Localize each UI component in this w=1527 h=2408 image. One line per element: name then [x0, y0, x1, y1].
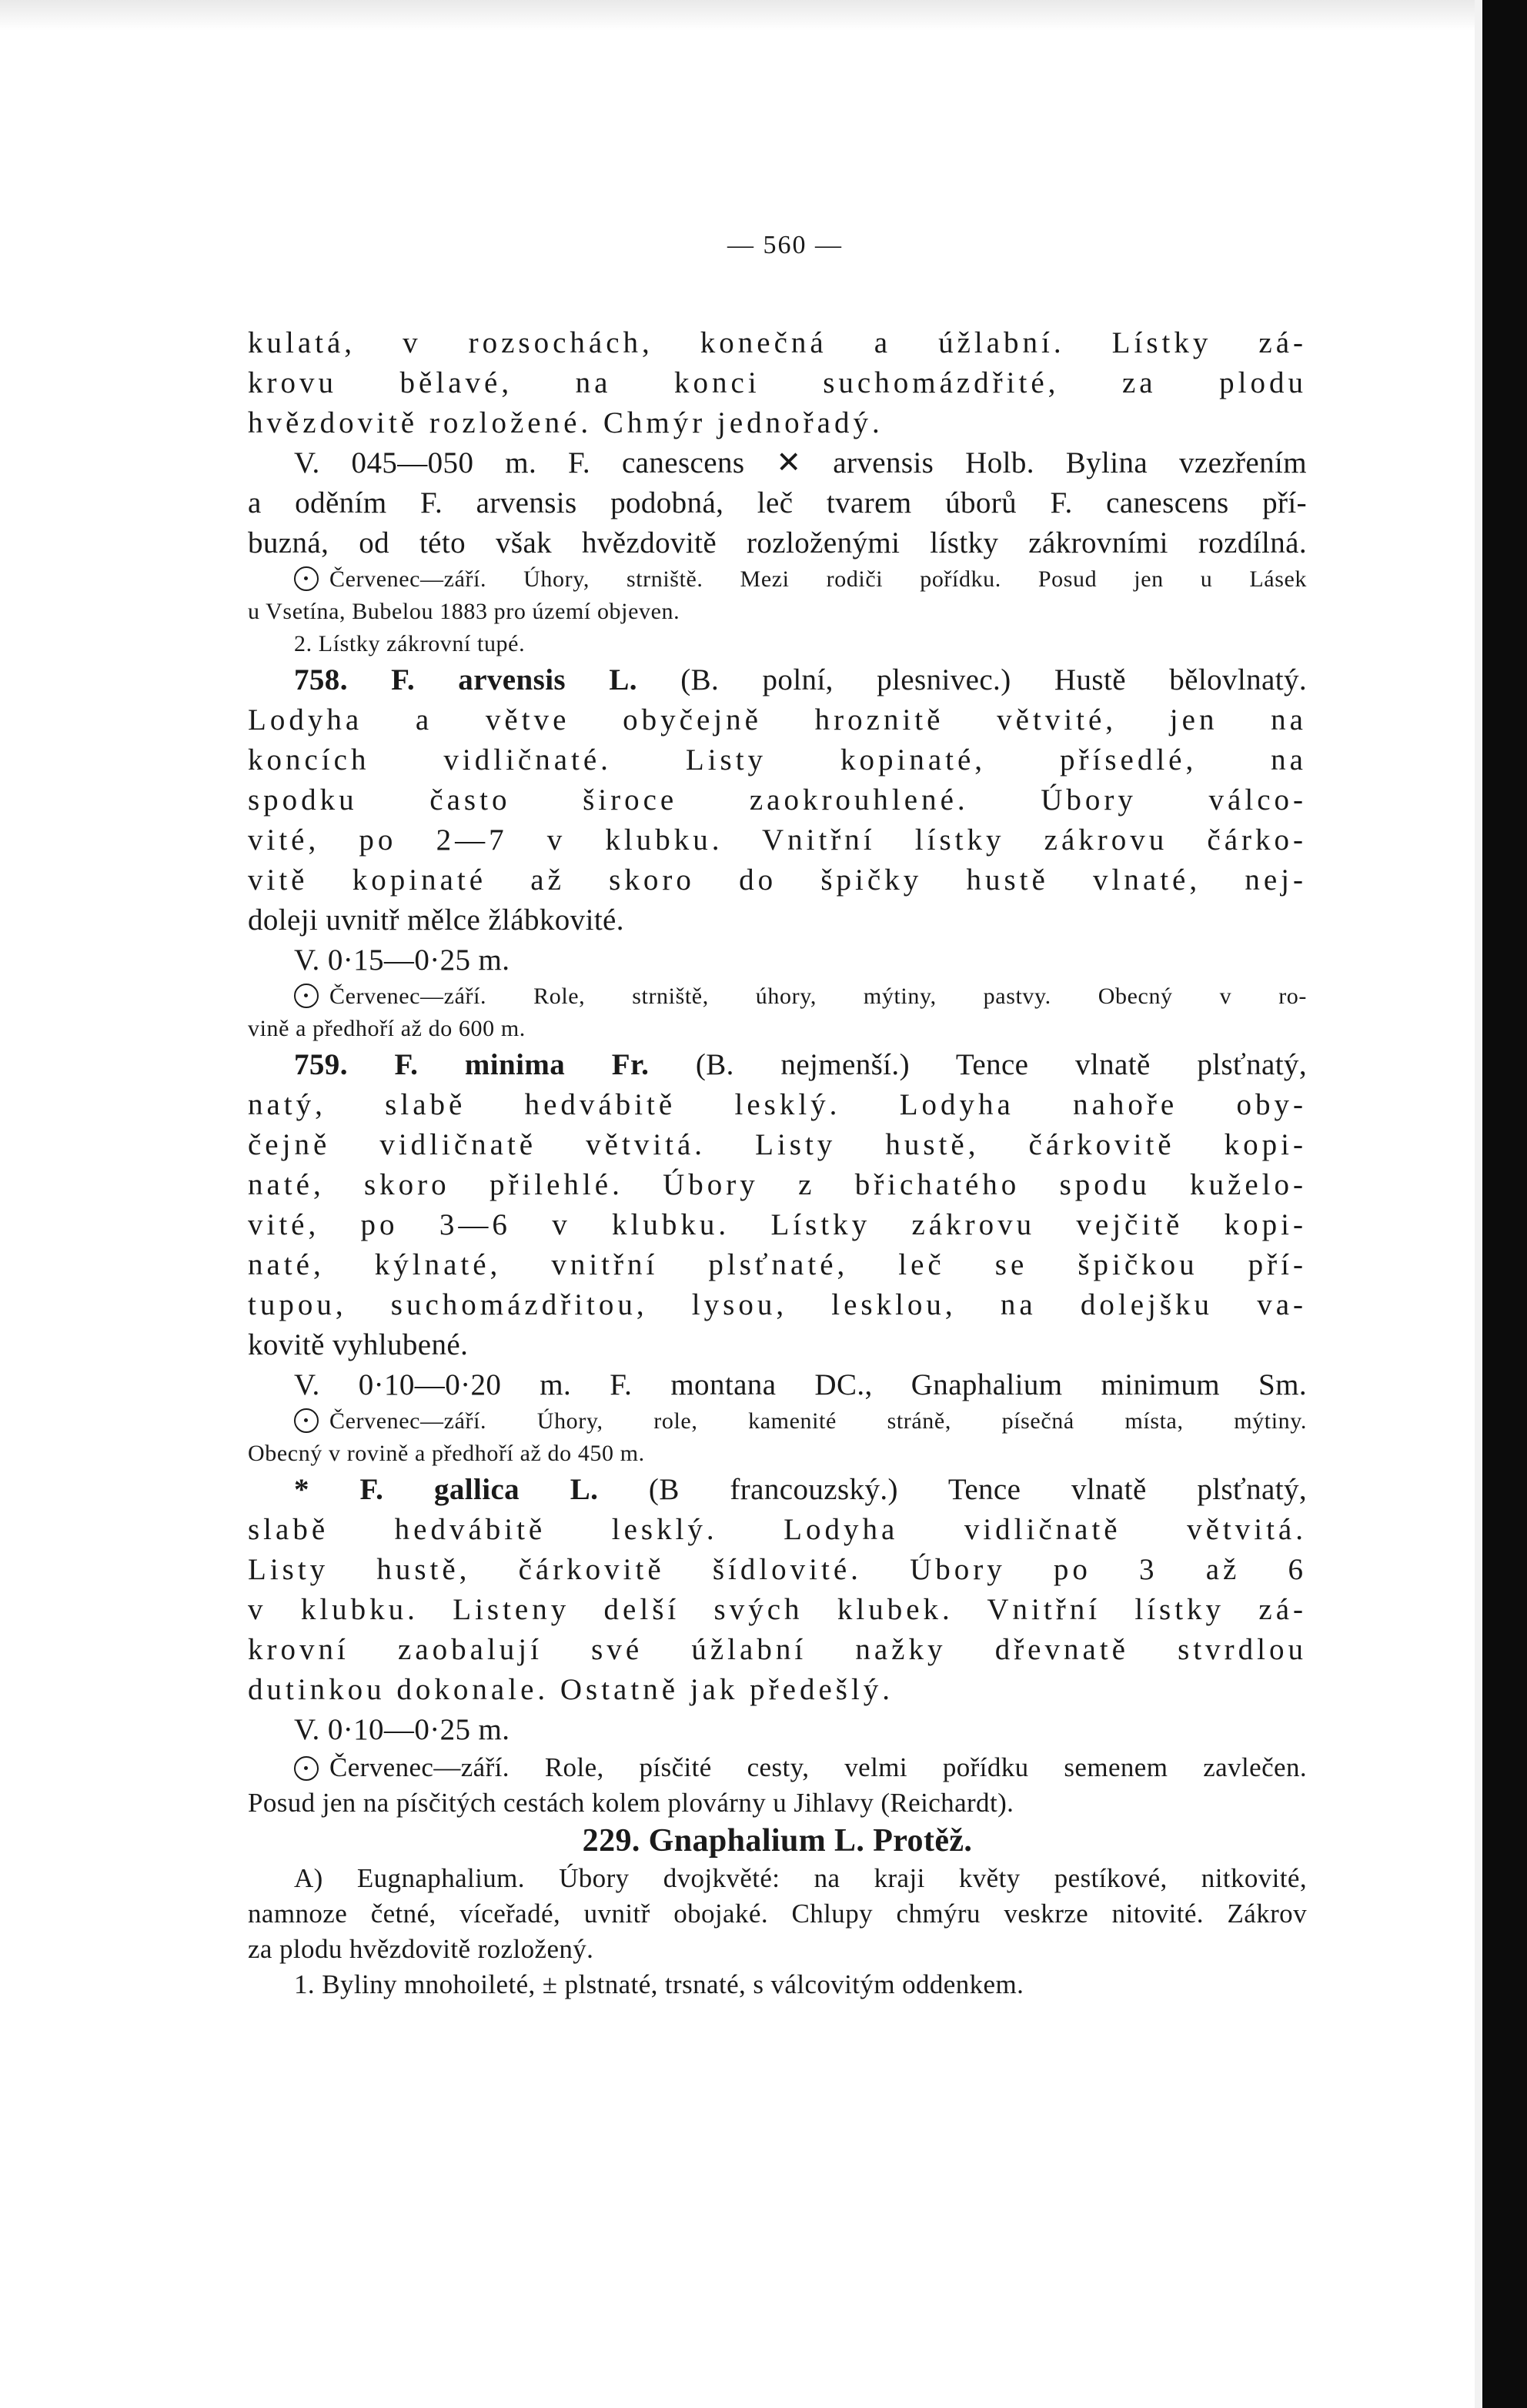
annual-plant-symbol-icon — [294, 1756, 319, 1781]
text-line-content: Posud jen na písčitých cestách kolem plovárny u Jihlavy (Reichardt). — [248, 1788, 1014, 1818]
text-line-content: Obecný v rovině a předhoří až do 450 m. — [248, 1441, 645, 1466]
text-line — [248, 1510, 1307, 1550]
text-line-content: 759. F. minima Fr. (B. nejmenší.) Tence vlnatě plsťnatý, — [294, 1048, 1307, 1081]
text-line — [248, 1438, 1307, 1470]
text-line — [248, 900, 1307, 940]
text-line — [248, 1896, 1307, 1932]
text-line — [248, 1325, 1307, 1365]
text-line — [248, 940, 1307, 980]
text-line — [248, 1932, 1307, 1967]
text-line-content: namnoze četné, víceřadé, uvnitř obojaké. Chlupy chmýru veskrze nitovité. Zákrov — [248, 1899, 1307, 1929]
text-line-content: tupou, suchomázdřitou, lysou, lesklou, na dolejšku va- — [248, 1288, 1307, 1321]
text-line-content: A) Eugnaphalium. Úbory dvojkvěté: na kraji květy pestíkové, nitkovité, — [294, 1863, 1307, 1893]
text-line — [248, 700, 1307, 740]
text-line — [248, 628, 1307, 660]
text-line — [248, 1550, 1307, 1590]
text-line — [248, 860, 1307, 900]
text-line — [248, 1967, 1307, 2002]
text-line-content: 1. Byliny mnohoileté, ± plstnaté, trsnaté, s válcovitým oddenkem. — [294, 1969, 1024, 1999]
text-line — [248, 323, 1307, 363]
text-line — [248, 1670, 1307, 1710]
text-line-content: spodku často široce zaokrouhlené. Úbory válco- — [248, 783, 1307, 817]
text-line-content: Listy hustě, čárkovitě šídlovité. Úbory po 3 až 6 — [248, 1553, 1307, 1586]
text-line-content: krovní zaobalují své úžlabní nažky dřevnatě stvrdlou — [248, 1633, 1307, 1666]
species-name: 758. F. arvensis L. — [294, 663, 637, 696]
text-line-content: V. 0·10—0·25 m. — [294, 1713, 510, 1746]
text-line — [248, 596, 1307, 628]
text-line — [248, 523, 1307, 563]
text-line — [248, 483, 1307, 523]
text-line — [248, 1365, 1307, 1405]
text-line-content: Červenec—září. Úhory, role, kamenité stráně, písečná místa, mýtiny. — [329, 1408, 1307, 1434]
text-line — [248, 1205, 1307, 1245]
text-line-content: 2. Lístky zákrovní tupé. — [294, 631, 526, 656]
text-line-content: naté, skoro přilehlé. Úbory z břichatého spodu kuželo- — [248, 1168, 1307, 1201]
page-body — [248, 323, 1307, 2002]
text-line — [248, 1470, 1307, 1510]
text-line-content: koncích vidličnaté. Listy kopinaté, přísedlé, na — [248, 743, 1307, 777]
text-line — [248, 1405, 1307, 1438]
text-line — [248, 1085, 1307, 1125]
text-line — [248, 980, 1307, 1013]
text-line — [248, 1013, 1307, 1045]
text-line-content: slabě hedvábitě lesklý. Lodyha vidličnatě větvitá. — [248, 1513, 1307, 1546]
annual-plant-symbol-icon — [294, 1408, 319, 1433]
text-line-content: Lodyha a větve obyčejně hroznitě větvité, jen na — [248, 703, 1307, 736]
text-line-content: krovu bělavé, na konci suchomázdřité, za plodu — [248, 366, 1307, 399]
text-line-content: V. 0·10—0·20 m. F. montana DC., Gnaphalium minimum Sm. — [294, 1368, 1307, 1401]
text-line — [248, 403, 1307, 443]
text-line-content: hvězdovitě rozložené. Chmýr jednořadý. — [248, 406, 884, 439]
text-line-content: čejně vidličnatě větvitá. Listy hustě, čárkovitě kopi- — [248, 1128, 1307, 1161]
text-line — [248, 563, 1307, 596]
text-line-content: kulatá, v rozsochách, konečná a úžlabní. Lístky zá- — [248, 326, 1307, 359]
text-line-content: vitě kopinaté až skoro do špičky hustě vlnaté, nej- — [248, 863, 1307, 897]
text-line — [248, 1750, 1307, 1785]
text-line-content: a oděním F. arvensis podobná, leč tvarem úborů F. canescens pří- — [248, 486, 1307, 519]
text-line — [248, 363, 1307, 403]
text-line-content: doleji uvnitř mělce žlábkovité. — [248, 903, 624, 937]
text-line-content: buzná, od této však hvězdovitě rozloženými lístky zákrovními rozdílná. — [248, 526, 1307, 559]
text-line-content: naté, kýlnaté, vnitřní plsťnaté, leč se špičkou pří- — [248, 1248, 1307, 1281]
text-line-content: v klubku. Listeny delší svých klubek. Vnitřní lístky zá- — [248, 1593, 1307, 1626]
text-line-content: * F. gallica L. (B francouzský.) Tence vlnatě plsťnatý, — [294, 1473, 1307, 1506]
species-name: * F. gallica L. — [294, 1473, 599, 1506]
text-line — [248, 1710, 1307, 1750]
species-name: 759. F. minima Fr. — [294, 1048, 650, 1081]
text-line — [248, 1861, 1307, 1896]
scan-top-shadow — [0, 0, 1482, 31]
text-line-content: Červenec—září. Role, strniště, úhory, mýtiny, pastvy. Obecný v ro- — [329, 984, 1307, 1009]
text-line — [248, 443, 1307, 483]
text-line-content: Červenec—září. Úhory, strniště. Mezi rodiči pořídku. Posud jen u Lásek — [329, 566, 1307, 592]
text-line-content: vině a předhoří až do 600 m. — [248, 1016, 526, 1041]
text-line — [248, 820, 1307, 860]
text-line-content: natý, slabě hedvábitě lesklý. Lodyha nahoře oby- — [248, 1088, 1307, 1121]
scan-border-inner — [1475, 0, 1482, 2408]
text-line — [248, 1630, 1307, 1670]
text-line-content: kovitě vyhlubené. — [248, 1328, 469, 1361]
text-line-content: V. 045—050 m. F. canescens ✕ arvensis Holb. Bylina vzezřením — [294, 446, 1307, 479]
section-heading — [248, 1821, 1307, 1861]
text-line-content: u Vsetína, Bubelou 1883 pro území objeven. — [248, 599, 680, 624]
text-line — [248, 660, 1307, 700]
text-line-content: Červenec—září. Role, písčité cesty, velmi pořídku semenem zavlečen. — [329, 1752, 1307, 1782]
annual-plant-symbol-icon — [294, 566, 319, 591]
text-line — [248, 1590, 1307, 1630]
annual-plant-symbol-icon — [294, 984, 319, 1008]
scan-border — [1482, 0, 1527, 2408]
text-line — [248, 1125, 1307, 1165]
text-line-content: 758. F. arvensis L. (B. polní, plesnivec.) Hustě bělovlnatý. — [294, 663, 1307, 696]
text-line-content: 229. Gnaphalium L. Protěž. — [582, 1823, 973, 1859]
text-line — [248, 1245, 1307, 1285]
text-line-content: za plodu hvězdovitě rozložený. — [248, 1934, 594, 1964]
text-line — [248, 1045, 1307, 1085]
page-number: — 560 — — [727, 231, 843, 259]
text-line — [248, 1285, 1307, 1325]
text-line-content: vité, po 2—7 v klubku. Vnitřní lístky zákrovu čárko- — [248, 823, 1307, 857]
text-line-content: vité, po 3—6 v klubku. Lístky zákrovu vejčitě kopi- — [248, 1208, 1307, 1241]
text-line — [248, 1785, 1307, 1821]
text-line — [248, 1165, 1307, 1205]
text-line — [248, 780, 1307, 820]
text-line-content: V. 0·15—0·25 m. — [294, 943, 510, 977]
text-line-content: dutinkou dokonale. Ostatně jak předešlý. — [248, 1673, 894, 1706]
text-line — [248, 740, 1307, 780]
